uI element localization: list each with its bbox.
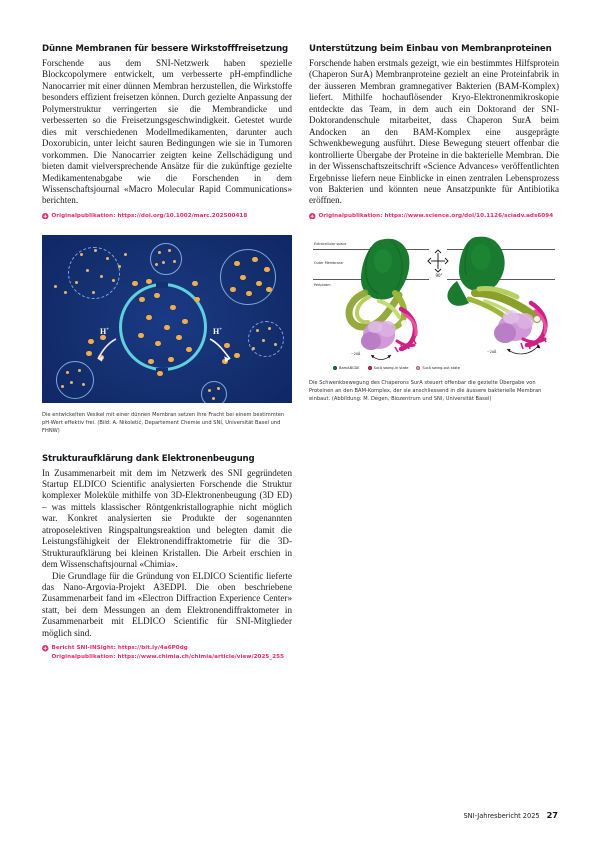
legend-label: BamABCDE (339, 365, 360, 370)
article-body: Forschende haben erstmals gezeigt, wie ein bestimmtes Hilfsprotein (Chaperon SurA) Membranproteine gezielt an eine Proteinfabrik in der äusseren Membran gramnegativer Bakterien (BAM-Komplex) liefert. Mithilfe hochauflösender Kryo-Elektronenmikroskopie entdeckte das Team, in dem auch ein Doktorand der SNI-Doktorandenschule mitarbeitet, dass Chaperon SurA beim Andocken an den BAM-Komplex eine ausgeprägte Schwenkbewegung ausführt. Diese Bewegung steuert offenbar die kontrollierte Übergabe der Proteine in die bakterielle Membran. Die in der Wissenschaftszeitschrift «Science Advances» veröffentlichten Ergebnisse liefern neue Einblicke in einen zentralen Lebensprozess von Bakterien und könnten neue Ansatzpunkte für Antibiotika eröffnen. (309, 58, 559, 206)
original-publication-link[interactable] (309, 212, 559, 221)
original-publication-link[interactable] (42, 653, 292, 662)
right-column (309, 44, 559, 404)
footer-title: SNI-Jahresbericht 2025 (463, 812, 540, 820)
link-text: Originalpublikation: https://www.chimia.ch/chimia/article/view/2025_255 (51, 654, 285, 661)
article-duenne-membranen (42, 44, 292, 221)
page-footer (464, 810, 559, 820)
link-text: Bericht SNI-INSight: https://bit.ly/4a6P0dg (51, 645, 188, 652)
protein-structure-render (309, 231, 559, 371)
plus-circle-icon (309, 213, 316, 220)
distance-label-right: ~20Å (487, 349, 497, 354)
article-body-paragraph-2: Die Grundlage für die Gründung von ELDICO Scientific lieferte das Nano-Argovia-Projekt A3EDPI. Die oben beschriebene Zusammenarbeit fand im «Electron Diffraction Experience Center» statt, bei dem Messungen an dem Elektronendiffraktometer in Zusammenarbeit mit ELDICO Scientific für SNI-Mitglieder möglich sind. (42, 570, 292, 638)
sni-insight-report-link[interactable] (42, 644, 292, 653)
legend-swatch-icon (368, 366, 372, 370)
article-membranproteine (309, 44, 559, 221)
label-periplasm: Periplasm (314, 282, 331, 287)
spacer (42, 436, 292, 454)
article-body: Forschende aus dem SNI-Netzwerk haben spezielle Blockcopolymere entwickelt, um verbesserte pH-empfindliche Nanocarrier mit einer dünnen Membran herzustellen, die Wirkstoffe besonders effizient freisetzen können. Durch gezielte Anpassung der Polymerstruktur verringerten sie die Membrandicke und verbesserten so die Freisetzungsgeschwindigkeit. Getestet wurde dies mit verschiedenen Modellmedikamenten, darunter auch Doxorubicin, unter leicht sauren Bedingungen wie sie in Tumoren vorkommen. Die Nanocarrier zeigten keine Zellschädigung und bieten damit vielversprechende Ansätze für die zukünftige gezielte Medikamentenabgabe wie die Forschenden in dem Wissenschaftsjournal «Macro Molecular Rapid Communications» berichten. (42, 58, 292, 206)
legend-item-bamabcde (333, 366, 360, 370)
plus-circle-icon (42, 645, 49, 652)
plus-circle-icon (42, 213, 49, 220)
original-publication-link[interactable] (42, 212, 292, 221)
distance-label-left: ~20Å (351, 351, 361, 356)
figure-legend (333, 366, 460, 370)
legend-label: SurA swing-in state (373, 365, 409, 370)
proton-label-right: H+ (213, 326, 223, 336)
legend-item-surA-swing-in (368, 366, 409, 370)
legend-item-surA-swing-out (416, 366, 460, 370)
bam-left (361, 239, 409, 300)
page-number: 27 (546, 810, 558, 820)
legend-swatch-icon (416, 366, 420, 370)
legend-label: SurA swing-out state (422, 365, 460, 370)
article-body-paragraph-1: In Zusammenarbeit mit dem im Netzwerk des SNI gegründeten Startup ELDICO Scientific analysierten Forschende die Struktur komplexer Moleküle mithilfe von 3D-Elektronenbeugung (3D ED) – was mittels klassischer Röntgenkristallographie nicht möglich war. Konkret analysierten sie Produkte der sogenannten atroposelektiven Ringspaltungsreaktion und belegten damit die Leistungsfähigkeit der Elektronendiffraktometrie für die 3D-Strukturaufklärung bei kleinen Kristallen. Die Arbeit erschien in dem Wissenschaftsjournal «Chimia». (42, 467, 292, 570)
proton-label-left: H+ (100, 326, 110, 336)
link-text: Originalpublikation: https://doi.org/10.1002/marc.202500418 (51, 212, 248, 219)
article-headline: Dünne Membranen für bessere Wirkstofffreisetzung (42, 44, 289, 54)
rotation-angle-label: 90° (435, 272, 443, 278)
link-text: Originalpublikation: https://www.science.org/doi/10.1126/sciadv.ads6094 (318, 212, 554, 219)
rotation-symbol (428, 250, 448, 272)
label-extracellular-space: Extracellular space (314, 241, 347, 246)
left-column (42, 44, 292, 662)
figure-surA-bam-complex (309, 231, 559, 371)
article-headline: Unterstützung beim Einbau von Membranproteinen (309, 44, 552, 54)
spacer (42, 403, 292, 411)
article-strukturaufklaerung (42, 454, 292, 663)
spacer (42, 221, 292, 235)
figure-vesicles (42, 235, 292, 403)
figure-caption-surA: Die Schwenkbewegung des Chaperons SurA steuert offenbar die gezielte Übergabe von Proteinen an den BAM-Komplex, der sie anschliessend in die äussere bakterielle Membran einbaut. (Abbildung: M. Degen, Biozentrum und SNI, Universität Basel) (309, 379, 542, 403)
article-headline: Strukturaufklärung dank Elektronenbeugung (42, 453, 255, 464)
spacer (309, 221, 559, 231)
proton-arrows (42, 235, 292, 403)
spacer (309, 371, 559, 379)
legend-swatch-icon (333, 366, 337, 370)
label-outer-membrane: Outer Membrane (314, 260, 343, 265)
figure-caption-vesicles: Die entwickelten Vesikel mit einer dünnen Membran setzen ihre Fracht bei einem bestimmten pH-Wert effektiv frei. (Bild: A. Nikoletić, Departement Chemie und SNI, Universität Basel und FHNW) (42, 411, 285, 435)
